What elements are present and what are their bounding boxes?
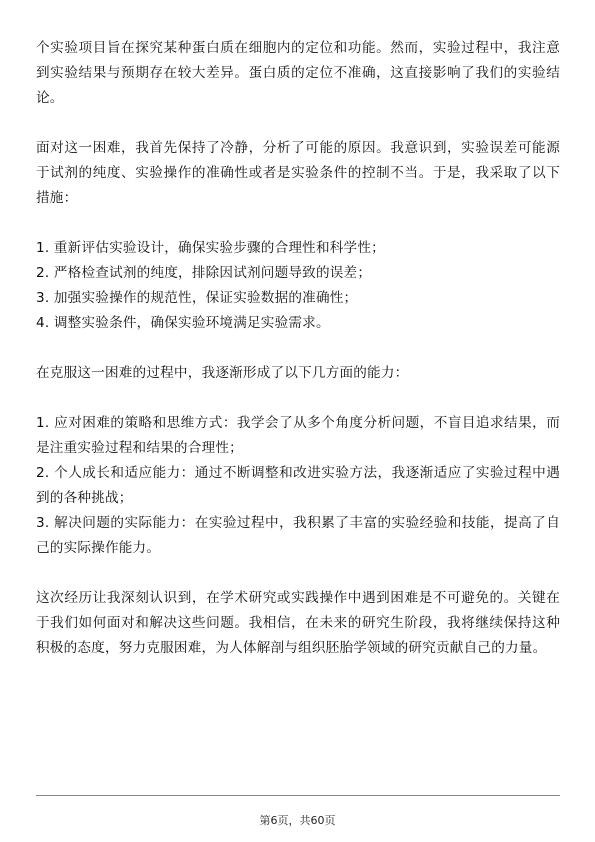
list-item: 2. 严格检查试剂的纯度，排除因试剂问题导致的误差； bbox=[36, 265, 372, 281]
abilities-list bbox=[36, 411, 560, 561]
list-item: 3. 加强实验操作的规范性，保证实验数据的准确性； bbox=[36, 290, 358, 306]
list-item: 4. 调整实验条件，确保实验环境满足实验需求。 bbox=[36, 315, 330, 331]
paragraph-project-intro: 个实验项目旨在探究某种蛋白质在细胞内的定位和功能。然而，实验过程中，我注意到实验结果与预期存在较大差异。蛋白质的定位不准确，这直接影响了我们的实验结论。 bbox=[36, 40, 560, 106]
document-body bbox=[36, 36, 560, 686]
list-item: 2. 个人成长和适应能力：通过不断调整和改进实验方法，我逐渐适应了实验过程中遇到的各种挑战； bbox=[36, 465, 560, 506]
page-number: 第6页，共60页 bbox=[259, 814, 336, 827]
list-item: 3. 解决问题的实际能力：在实验过程中，我积累了丰富的实验经验和技能，提高了自己的实际操作能力。 bbox=[36, 515, 560, 556]
paragraph-abilities-intro: 在克服这一困难的过程中，我逐渐形成了以下几方面的能力： bbox=[36, 365, 409, 381]
footer-divider bbox=[36, 795, 560, 796]
list-item: 1. 重新评估实验设计，确保实验步骤的合理性和科学性； bbox=[36, 240, 385, 256]
paragraph-facing-difficulty: 面对这一困难，我首先保持了冷静，分析了可能的原因。我意识到，实验误差可能源于试剂的纯度、实验操作的准确性或者是实验条件的控制不当。于是，我采取了以下措施： bbox=[36, 140, 560, 206]
measures-list bbox=[36, 236, 560, 336]
list-item: 1. 应对困难的策略和思维方式：我学会了从多个角度分析问题，不盲目追求结果，而是注重实验过程和结果的合理性； bbox=[36, 415, 560, 456]
paragraph-conclusion: 这次经历让我深刻认识到，在学术研究或实践操作中遇到困难是不可避免的。关键在于我们如何面对和解决这些问题。我相信，在未来的研究生阶段，我将继续保持这种积极的态度，努力克服困难，为人体解剖与组织胚胎学领域的研究贡献自己的力量。 bbox=[36, 590, 560, 656]
